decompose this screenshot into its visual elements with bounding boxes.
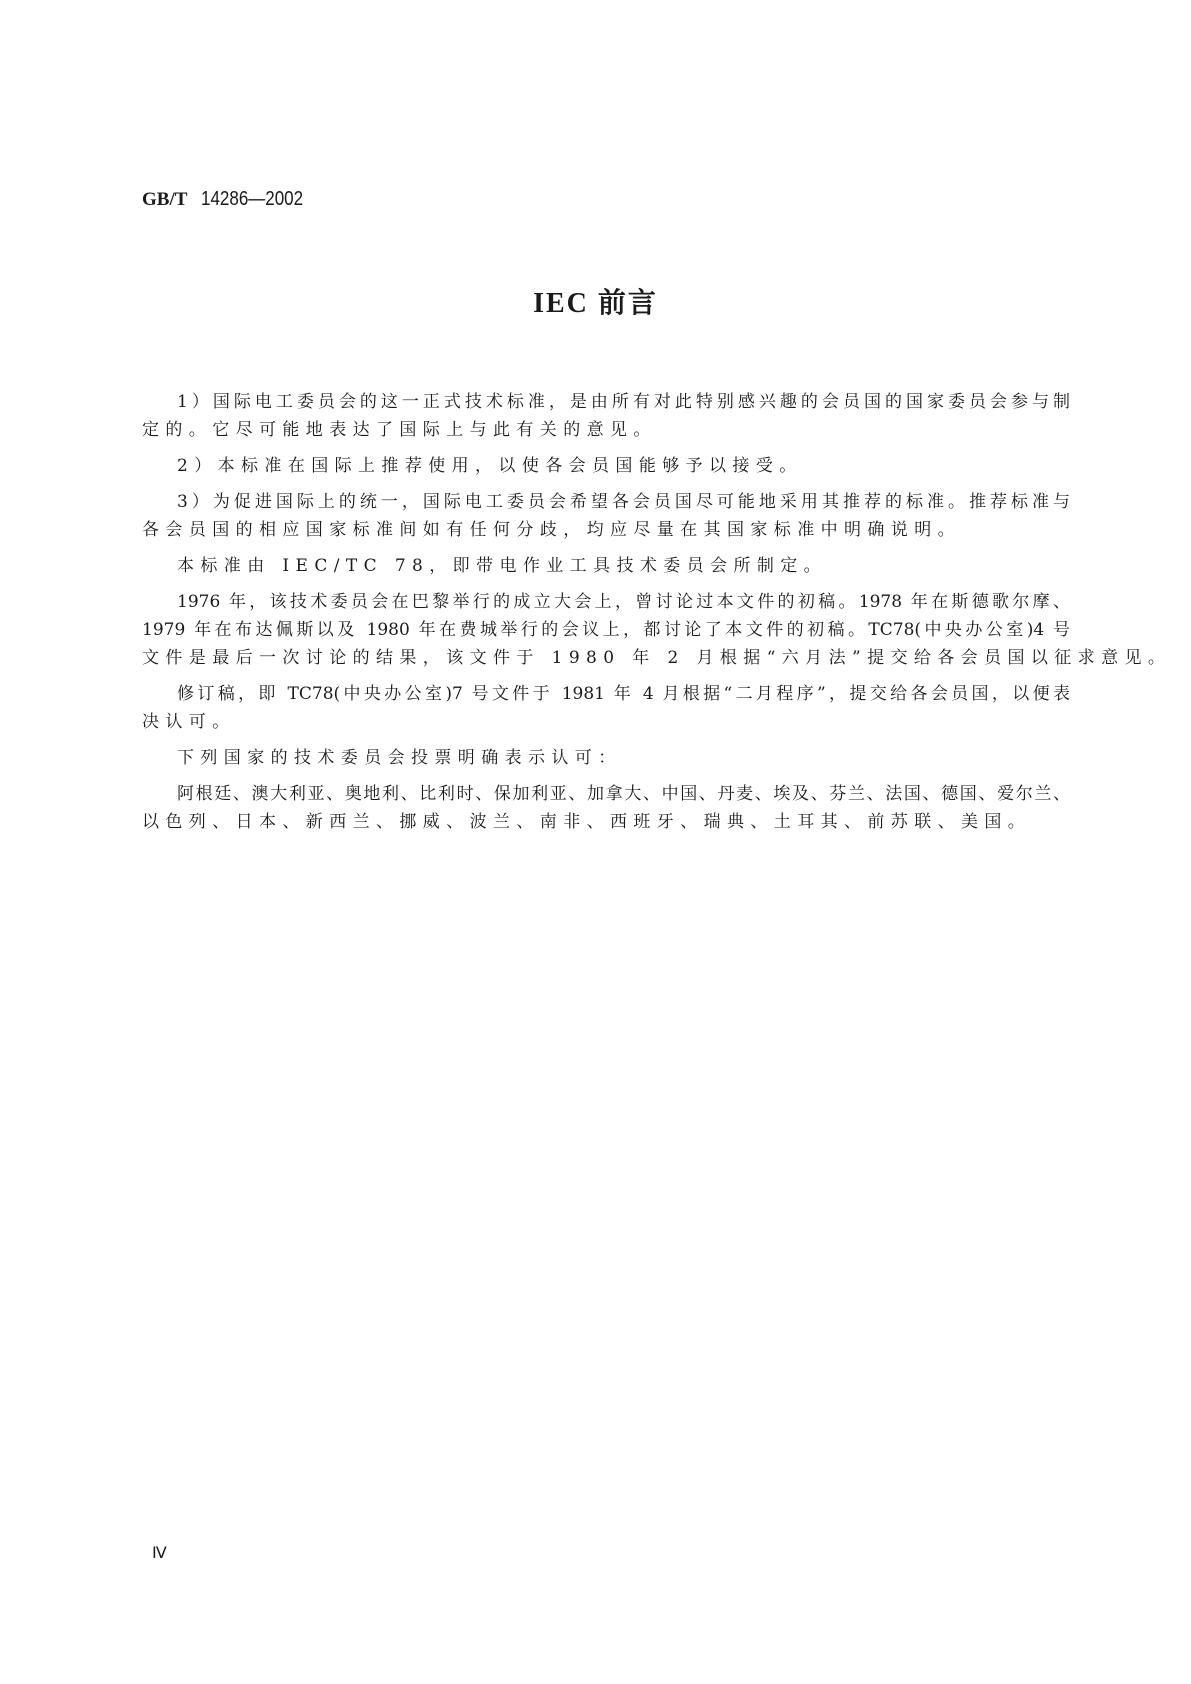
paragraph-4-line-1: 本标准由 IEC/TC 78，即带电作业工具技术委员会所制定。 bbox=[177, 556, 828, 576]
page-title: IEC 前言 bbox=[533, 288, 658, 319]
standard-number: 14286—2002 bbox=[201, 188, 304, 210]
paragraph-6-line-2: 决认可。 bbox=[142, 712, 236, 732]
paragraph-5-line-3: 文件是最后一次讨论的结果，该文件于 1980 年 2 月根据“六月法”提交给各会员国以征求意见。 bbox=[142, 648, 1172, 668]
paragraph-3-line-1: 3）为促进国际上的统一，国际电工委员会希望各会员国尽可能地采用其推荐的标准。推荐标准与 bbox=[177, 492, 1070, 512]
paragraph-5-line-2: 1979 年在布达佩斯以及 1980 年在费城举行的会议上，都讨论了本文件的初稿。TC78(中央办公室)4 号 bbox=[142, 620, 1070, 640]
document-body bbox=[142, 388, 1172, 836]
standard-code: GB/T bbox=[142, 189, 188, 210]
paragraph-1-line-2: 定的。它尽可能地表达了国际上与此有关的意见。 bbox=[142, 420, 657, 440]
paragraph-5-line-1: 1976 年，该技术委员会在巴黎举行的成立大会上，曾讨论过本文件的初稿。1978 年在斯德歌尔摩、 bbox=[177, 592, 1070, 612]
paragraph-1-line-1: 1）国际电工委员会的这一正式技术标准，是由所有对此特别感兴趣的会员国的国家委员会参与制 bbox=[177, 392, 1070, 412]
paragraph-7-line-1: 下列国家的技术委员会投票明确表示认可： bbox=[177, 748, 622, 768]
paragraph-2-line-1: 2）本标准在国际上推荐使用，以使各会员国能够予以接受。 bbox=[177, 456, 803, 476]
paragraph-3-line-2: 各会员国的相应国家标准间如有任何分歧，均应尽量在其国家标准中明确说明。 bbox=[142, 520, 961, 540]
paragraph-6-line-1: 修订稿，即 TC78(中央办公室)7 号文件于 1981 年 4 月根据“二月程序”，提交给各会员国，以便表 bbox=[177, 684, 1070, 704]
document-header bbox=[142, 188, 321, 211]
page-number: Ⅳ bbox=[152, 1545, 167, 1562]
paragraph-8-line-2: 以色列、日本、新西兰、挪威、波兰、南非、西班牙、瑞典、土耳其、前苏联、美国。 bbox=[142, 812, 1032, 832]
paragraph-8-line-1: 阿根廷、澳大利亚、奥地利、比利时、保加利亚、加拿大、中国、丹麦、埃及、芬兰、法国、德国、爱尔兰、 bbox=[177, 784, 1070, 804]
